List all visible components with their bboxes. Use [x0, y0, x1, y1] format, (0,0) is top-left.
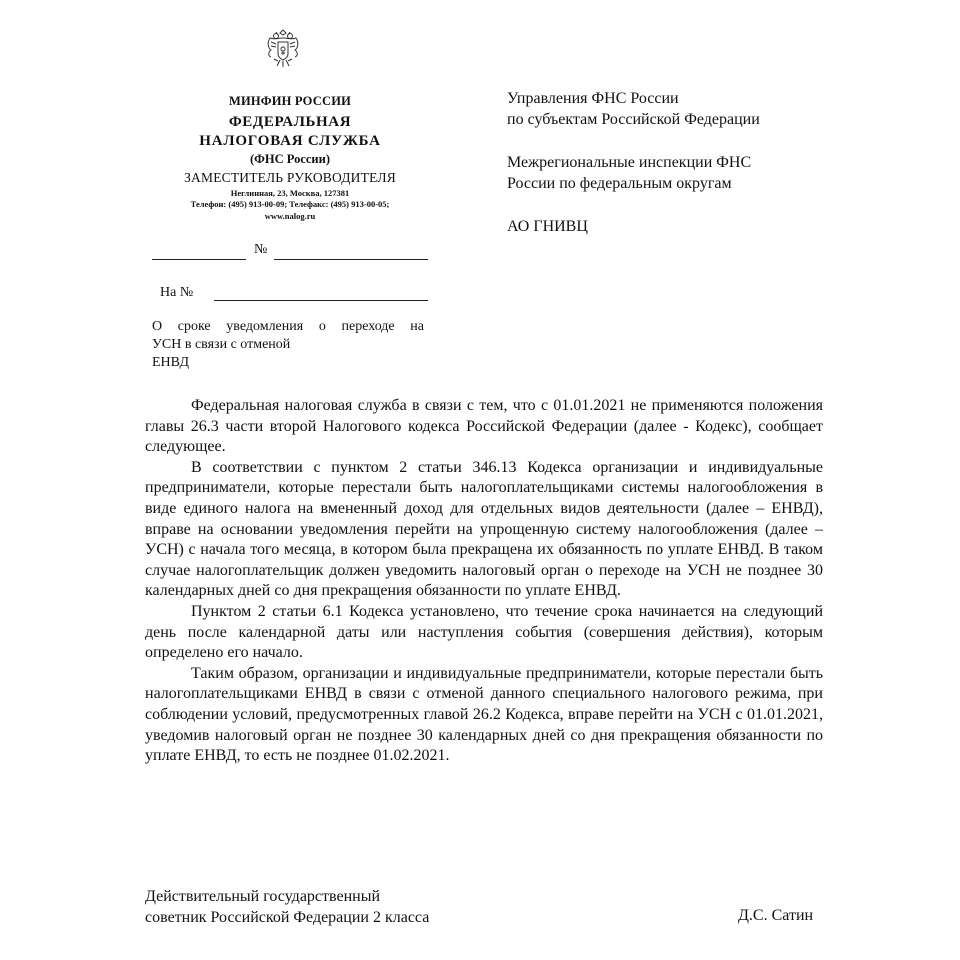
sender-position: ЗАМЕСТИТЕЛЬ РУКОВОДИТЕЛЯ [184, 170, 396, 185]
ministry-name: МИНФИН РОССИИ [228, 94, 352, 108]
subject-line3: ЕНВД [152, 355, 190, 370]
reference-number-label: На № [160, 285, 194, 300]
signatory-title-line1: Действительный государственный [145, 888, 381, 905]
signatory-title [145, 886, 429, 928]
number-blank-line [274, 259, 428, 260]
recipients-block [507, 88, 827, 259]
letter-body [145, 396, 823, 767]
subject-line2: УСН в связи с отменой [152, 337, 291, 352]
body-paragraph: Пунктом 2 статьи 6.1 Кодекса установлено, что течение срока начинается на следующий день после календарной даты или наступления события (совершения действия), которым определено его начало. [145, 602, 823, 662]
signatory-name: Д.С. Сатин [738, 907, 814, 924]
recipient-line: по субъектам Российской Федерации [507, 111, 760, 128]
body-paragraph: Федеральная налоговая служба в связи с тем, что с 01.01.2021 не применяются положения главы 26.3 части второй Налогового кодекса Российской Федерации (далее - Кодекс), сообщает следующее. [145, 397, 823, 456]
signatory-title-line2: советник Российской Федерации 2 класса [145, 909, 430, 926]
body-paragraph: В соответствии с пунктом 2 статьи 346.13 Кодекса организации и индивидуальные предприниматели, которые перестали быть налогоплательщиками системы налогообложения в виде единого налога на вмененный доход для отдельных видов деятельности (далее – ЕНВД), вправе на основании уведомления перейти на упрощенную систему налогообложения (далее – УСН) с начала того месяца, в котором была прекращена их обязанность по уплате ЕНВД. В таком случае налогоплательщик должен уведомить налоговый орган о переходе на УСН не позднее 30 календарных дней со дня прекращения обязанности по уплате ЕНВД. [145, 458, 823, 600]
recipient-line: Межрегиональные инспекции ФНС [507, 154, 752, 171]
number-label: № [254, 242, 268, 257]
recipient-line: Управления ФНС России [507, 90, 679, 107]
recipient-interregional-inspections [507, 152, 827, 194]
service-name-line2: НАЛОГОВАЯ СЛУЖБА [199, 133, 381, 149]
recipient-gnivc [507, 216, 827, 237]
sender-address: Неглинная, 23, Москва, 127381 [230, 188, 350, 198]
service-abbreviation: (ФНС России) [249, 152, 330, 166]
recipient-line: России по федеральным округам [507, 175, 732, 192]
double-headed-eagle-icon [262, 26, 304, 70]
sender-website: www.nalog.ru [264, 211, 316, 221]
subject-line1: О сроке уведомления о переходе на [152, 319, 424, 334]
recipient-regional-offices [507, 88, 827, 130]
letter-subject [152, 318, 424, 372]
service-name-line1: ФЕДЕРАЛЬНАЯ [228, 114, 352, 130]
recipient-line: АО ГНИВЦ [507, 218, 588, 235]
date-blank-line [152, 259, 246, 260]
sender-phones: Телефон: (495) 913-00-09; Телефакс: (495) 913-00-05; [190, 199, 390, 209]
body-paragraph: Таким образом, организации и индивидуальные предприниматели, которые перестали быть налогоплательщиками ЕНВД в связи с отменой данного специального налогового режима, при соблюдении условий, предусмотренных главой 26.2 Кодекса, вправе перейти на УСН с 01.01.2021, уведомив налоговый орган не позднее 30 календарных дней со дня прекращения обязанности по уплате ЕНВД, то есть не позднее 01.02.2021. [145, 664, 823, 765]
reference-blank-line [214, 300, 428, 301]
